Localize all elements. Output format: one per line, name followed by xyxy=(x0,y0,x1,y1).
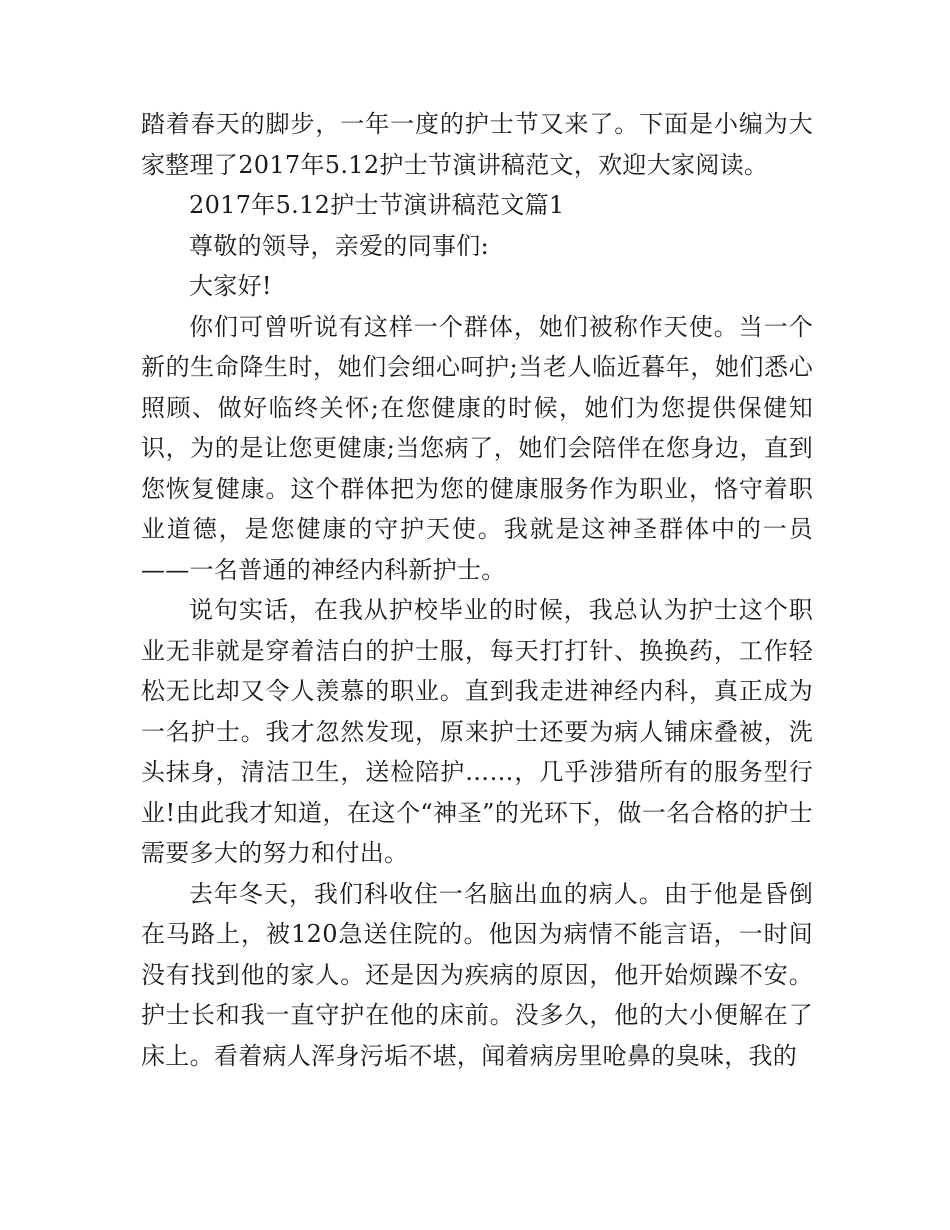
section-title: 2017年5.12护士节演讲稿范文篇1 xyxy=(189,191,565,219)
greeting: 大家好! xyxy=(189,272,272,300)
body-paragraph: 说句实话，在我从护校毕业的时候，我总认为护士这个职业无非就是穿着洁白的护士服，每天打打针、换换药，工作轻松无比却又令人羡慕的职业。直到我走进神经内科，真正成为一名护士。我才忽然发现，原来护士还要为病人铺床叠被，洗头抹身，清洁卫生，送检陪护……，几乎涉猎所有的服务型行业!由此我才知道，在这个“神圣”的光环下，做一名合格的护士需要多大的努力和付出。 xyxy=(141,596,813,867)
document-body xyxy=(141,104,813,1076)
body-paragraph: 去年冬天，我们科收住一名脑出血的病人。由于他是昏倒在马路上，被120急送住院的。他因为病情不能言语，一时间没有找到他的家人。还是因为疾病的原因，他开始烦躁不安。护士长和我一直守护在他的床前。没多久，他的大小便解在了床上。看着病人浑身污垢不堪，闻着病房里呛鼻的臭味，我的 xyxy=(141,879,813,1070)
body-paragraph: 你们可曾听说有这样一个群体，她们被称作天使。当一个新的生命降生时，她们会细心呵护;当老人临近暮年，她们悉心照顾、做好临终关怀;在您健康的时候，她们为您提供保健知识，为的是让您更健康;当您病了，她们会陪伴在您身边，直到您恢复健康。这个群体把为您的健康服务作为职业，恪守着职业道德，是您健康的守护天使。我就是这神圣群体中的一员——一名普通的神经内科新护士。 xyxy=(141,312,813,584)
intro-paragraph: 踏着春天的脚步，一年一度的护士节又来了。下面是小编为大家整理了2017年5.12护士节演讲稿范文，欢迎大家阅读。 xyxy=(141,110,813,179)
salutation: 尊敬的领导，亲爱的同事们: xyxy=(189,231,489,260)
